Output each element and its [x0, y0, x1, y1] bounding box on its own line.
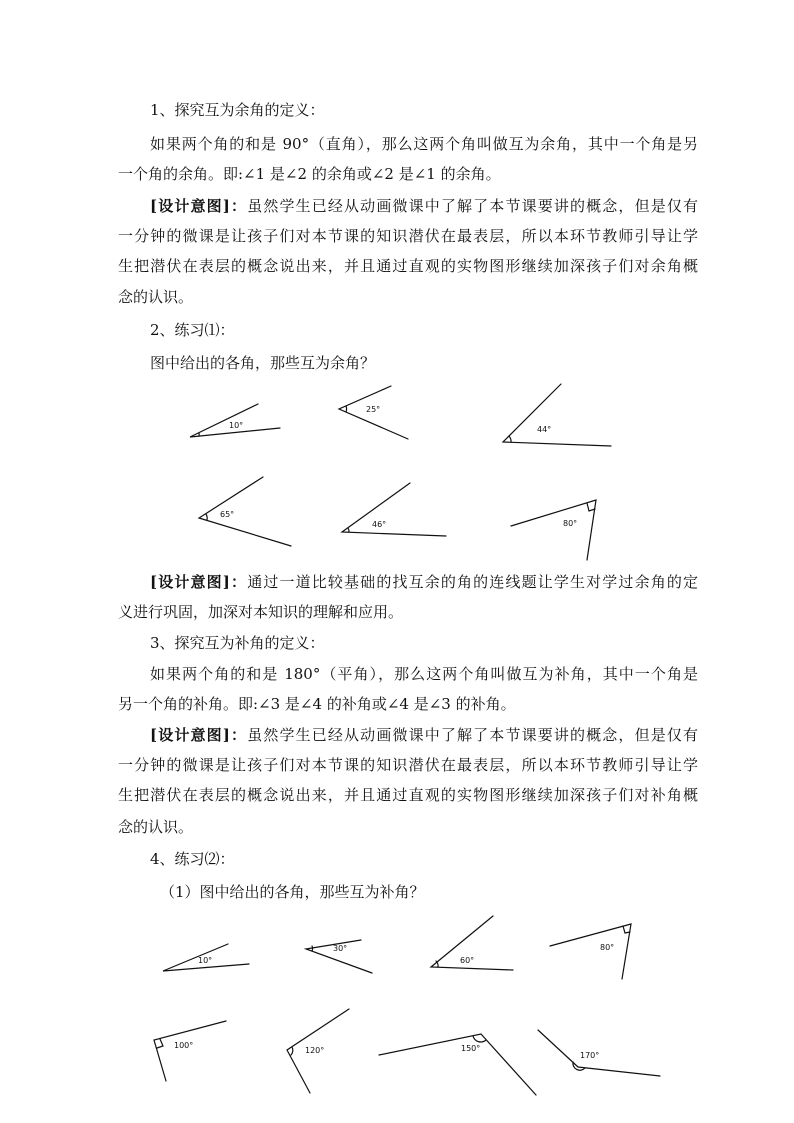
- section4-question: （1）图中给出的各角，那些互为补角？: [160, 883, 425, 901]
- intent3-line3: 生把潜伏在表层的概念说出来，并且通过直观的实物图形继续加深孩子们对补角概: [118, 786, 698, 804]
- section2-question: 图中给出的各角，那些互为余角？: [150, 354, 376, 372]
- angle-label-46: 46°: [372, 520, 387, 529]
- angle-label-b30: 30°: [333, 944, 348, 953]
- angle-label-44: 44°: [537, 425, 552, 434]
- section3-heading: 3、探究互为补角的定义：: [150, 634, 325, 652]
- section2-heading: 2、练习⑴：: [150, 321, 235, 339]
- angle-figure-b80: [550, 924, 631, 979]
- intent1-line3: 生把潜伏在表层的概念说出来，并且通过直观的实物图形继续加深孩子们对余角概: [118, 257, 698, 275]
- intent3-text: 虽然学生已经从动画微课中了解了本节课要讲的概念，但是仅有: [247, 726, 698, 744]
- angle-label-10: 10°: [229, 421, 244, 430]
- section3-definition-line1: 如果两个角的和是 180°（平角），那么这两个角叫做互为补角，其中一个角是: [150, 665, 698, 683]
- angle-figure-80: [511, 500, 596, 560]
- section4-heading: 4、练习⑵：: [150, 850, 235, 868]
- angle-label-b60: 60°: [460, 956, 475, 965]
- angle-label-b80: 80°: [600, 943, 615, 952]
- intent1-line2: 一分钟的微课是让孩子们对本节课的知识潜伏在最表层，所以本环节教师引导让学: [118, 227, 698, 245]
- angle-figure-b100: [154, 1021, 226, 1081]
- intent3-line4: 念的认识。: [118, 818, 194, 836]
- angle-label-80: 80°: [563, 519, 578, 528]
- angle-label-b10: 10°: [198, 956, 213, 965]
- angle-figure-65: [199, 477, 291, 546]
- section3-definition-line2: 另一个角的补角。即:∠3 是∠4 的补角或∠4 是∠3 的补角。: [118, 695, 516, 713]
- angle-label-b150: 150°: [461, 1044, 481, 1053]
- angle-figure-46: [342, 483, 446, 536]
- angle-label-65: 65°: [220, 510, 235, 519]
- intent3-label: [设计意图]：: [150, 726, 248, 744]
- intent3-line2: 一分钟的微课是让孩子们对本节课的知识潜伏在最表层，所以本环节教师引导让学: [118, 756, 698, 774]
- intent1-label: [设计意图]：: [150, 197, 248, 215]
- angle-label-25: 25°: [366, 405, 381, 414]
- intent2-line2: 义进行巩固，加深对本知识的理解和应用。: [118, 603, 404, 621]
- angle-label-b100: 100°: [174, 1041, 194, 1050]
- intent1-text: 虽然学生已经从动画微课中了解了本节课要讲的概念，但是仅有: [247, 197, 698, 215]
- angle-figure-b150: [379, 1034, 536, 1095]
- section1-definition-line1: 如果两个角的和是 90°（直角），那么这两个角叫做互为余角，其中一个角是另: [150, 135, 698, 153]
- intent1-line4: 念的认识。: [118, 288, 194, 306]
- intent2-text: 通过一道比较基础的找互余的角的连线题让学生对学过余角的定: [247, 573, 698, 591]
- intent2-label: [设计意图]：: [150, 573, 248, 591]
- angle-label-b170: 170°: [580, 1051, 600, 1060]
- section1-definition-line2: 一个角的余角。即:∠1 是∠2 的余角或∠2 是∠1 的余角。: [118, 165, 501, 183]
- section1-heading: 1、探究互为余角的定义：: [150, 101, 325, 119]
- angle-figure-44: [503, 384, 611, 446]
- angle-label-b120: 120°: [305, 1046, 325, 1055]
